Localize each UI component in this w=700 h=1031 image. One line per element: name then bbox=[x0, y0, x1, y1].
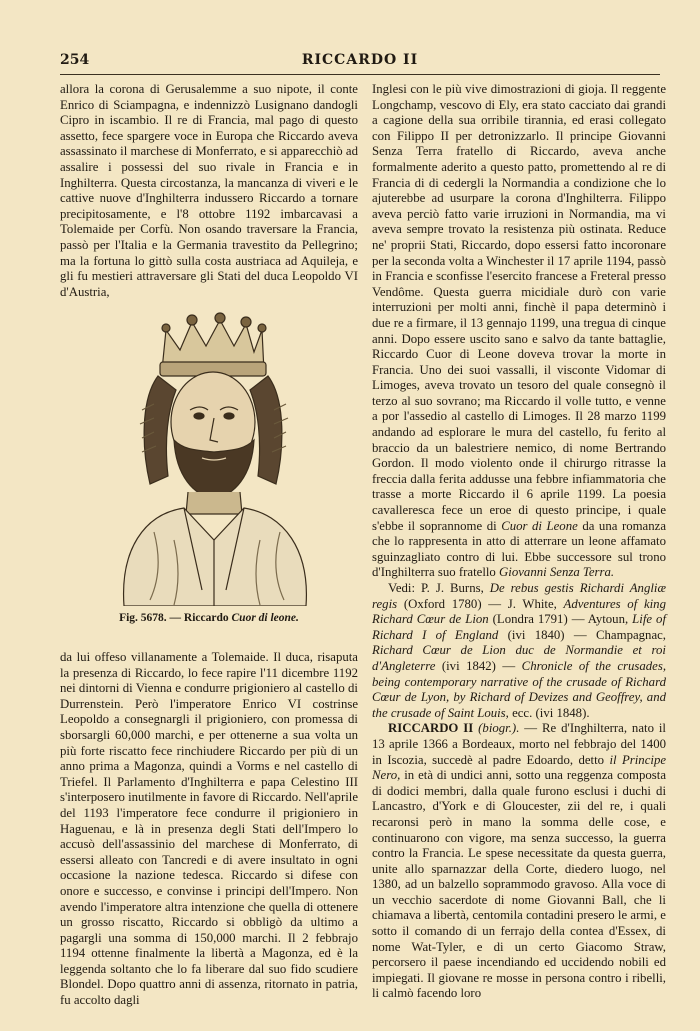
caption-name: Cuor di leone. bbox=[231, 612, 299, 624]
entry-head: RICCARDO II bbox=[388, 721, 474, 736]
successor-name: Giovanni Senza Terra. bbox=[499, 565, 615, 580]
ref-title: Chronicle of the crusades, being contemporary narrative of the crusade of Richard Cœur de Lyon, by Richard of Devizes and Geoffrey, and the crusade of Saint Louis, bbox=[372, 658, 667, 720]
ref-text: Vedi: P. J. Burns, bbox=[388, 581, 484, 595]
ref-title: Adventures of king Richard Cœur de Lion bbox=[372, 596, 666, 627]
entry-text: — Re d'Inghilterra, nato il 13 aprile 1366 a Bordeaux, morto nel febbrajo del 1400 in Iscozia, succedè al padre Edoardo, detto bbox=[372, 721, 666, 767]
references bbox=[372, 581, 666, 721]
entry-text-cont: in età di undici anni, sotto una reggenza composta di dodici membri, dalla quale furono esclusi i duchi di Lancastro, d'York e di Gloucester, zii del re, i quali recaronsi però in mano la somma delle cose, e continuarono con vigore, ma senza successo, la guerra contro la Francia. Le spese necessitate da questa guerra, unite allo sparnazzar della Corte, diedero luogo, nel 1380, ad un balzello soprammodo gravoso. Alla voce di un vecchio sacerdote di nome Giovanni Ball, che li chiamava a libertà, centomila contadini presero le armi, e sotto il comando di un ferrajo della contea d'Essex, di nome Wat-Tyler, e di un certo Giacomo Straw, percorsero il paese incendiando ed uccidendo nobili ed impiegati. Il giovane re mosse in persona contro i ribelli, li calmò facendo loro bbox=[372, 768, 666, 1001]
ref-title: Richard Cœur de Lion duc de Normandie et roi d'Angleterre bbox=[372, 643, 666, 673]
left-column-top bbox=[60, 82, 358, 300]
page-header bbox=[60, 52, 660, 74]
ref-title: Life of Richard I of England bbox=[372, 612, 667, 642]
entry-riccardo-ii bbox=[372, 721, 666, 1002]
ref-text: ecc. (ivi 1848). bbox=[512, 705, 590, 720]
para-text-cont: da una romanza che lo rappresenta in atto di atterrare un leone affamato sguinzagliato contro di lui. Ebbe successore sul trono d'Inghilterra suo fratello bbox=[372, 518, 666, 580]
running-title: RICCARDO II bbox=[301, 52, 419, 68]
ref-text: (Oxford 1780) — J. White, bbox=[403, 596, 557, 611]
figure-caption bbox=[60, 612, 358, 624]
page-number: 254 bbox=[60, 52, 90, 68]
paragraph-captivity: da lui offeso villanamente a Tolemaide. Il duca, risaputa la presenza di Riccardo, lo fece rapire l'11 dicembre 1192 nei dintorni di Vienna e condurre prigioniero al castello di Durrenstein. Però l'imperatore Enrico VI costrinse Leopoldo a consegnargli il prigioniero, con promessa di sborsargli 60,000 marchi, e per ottenerne a sua volta un più forte riscatto fece rinchiudere Riccardo per più di un anno prima a Magonza, quindi a Vorms e nel castello di Triefel. Il Parlamento d'Inghilterra e papa Celestino III s'interposero inutilmente in favore di Riccardo. Nell'aprile del 1193 l'imperatore fece condurre il prigioniero in Haguenau, e là in presenza degli Stati dell'Impero lo accusò dell'assassinio del marchese di Monferrato, di essersi alleato con Tancredi e di avere insultato in ogni occasione la nazione tedesca. Riccardo si difese con onore e successo, e convinse i principi dell'Impero. Non avendo l'imperatore altra intenzione che quella di ottenere un grosso riscatto, Riccardo si obbligò da ultimo a pagargli una somma di 150,000 marchi. Il 2 febbrajo 1194 ottenne finalmente la libertà a Magonza, ed è la leggenda soltanto che lo fa liberare dal suo fido scudiere Blondel. Dopo quattro anni di assenza, ritornato in patria, fu accolto dagli bbox=[60, 650, 358, 1008]
right-column bbox=[372, 82, 666, 1002]
ref-text: (ivi 1842) — bbox=[441, 658, 516, 673]
caption-label: Fig. 5678. — Riccardo bbox=[119, 612, 229, 624]
header-rule bbox=[60, 74, 660, 75]
epithet: Cuor di Leone bbox=[501, 518, 578, 533]
ref-text: (Londra 1791) — Aytoun, bbox=[492, 612, 629, 627]
paragraph-crusade-return: allora la corona di Gerusalemme a suo nipote, il conte Enrico di Sciampagna, e indennizzò Lusignano dandogli Cipro in iscambio. Il re di Francia, mal pago di questo assetto, fece spargere voce in Europa che Riccardo aveva assassinato il marchese di Monferrato, e si apparecchiò ad assalire i possessi del suo rivale in Francia e in Inghilterra. Questa circostanza, la mancanza di viveri e le cattive nuove d'Inghilterra indussero Riccardo a tornare precipitosamente, e l'8 ottobre 1192 imbarcavasi a Tolemaide per Corfù. Non osando traversare la Francia, passò per l'Italia e la Germania travestito da Pellegrino; ma la fortuna lo gittò sulla costa austriaca ad Aquileja, e gli fu mestieri attraversare gli Stati del duca Leopoldo VI d'Austria, bbox=[60, 82, 358, 299]
para-text: Inglesi con le più vive dimostrazioni di gioja. Il reggente Longchamp, vescovo di Ely, era stato cacciato dai grandi a cagione della sua orribile tirannia, ed erasi collegato con Filippo II per detronizzarlo. Il principe Giovanni Senza Terra fratello di Riccardo, aveva anche formalmente aderito a questo patto, promettendo al re di Francia di di cedergli la Normandia a condizione che lo ajuterebbe ad usurpare la corona d'Inghilterra. Filippo aveva perciò fatto varie irruzioni in Normandia, ma vi aveva sempre trovato la resistenza più ostinata. Reduce ne' proprii Stati, Riccardo, dopo essersi fatto incoronare per la seconda volta a Winchester il 17 aprile 1194, passò in Francia e sconfisse l'esercito francese a Freteral presso Vendôme. Questa guerra micidiale durò con varie interruzioni per molti anni, finchè il papa determinò i due re a firmare, il 13 gennajo 1199, una tregua di cinque anni. Dopo essere uscito sano e salvo da tante battaglie, Riccardo Cuor di Leone doveva trovar la morte in Francia. Uno dei suoi vassalli, il visconte Vidomar di Limoges, aveva trovato un tesoro del quale consegnò il terzo al suo sovrano; ma Riccardo il volle tutto, e venne a por l'assedio al castello di Limoges. Il 28 marzo 1199 andando ad esplorare le mura del castello, fu ferito al braccio da un balestriere nemico, di nome Bertrando Gordon. Il modo violento onde il chirurgo ritrasse la freccia dalla ferita addusse una febbre infiammatoria che trasse a morte Riccardo il 6 aprile 1199. La poesia cavalleresca fece un eroe di questo principe, i quale s'ebbe il soprannome di bbox=[372, 82, 666, 533]
ref-title: De rebus gestis Richardi Angliæ regis bbox=[372, 581, 666, 611]
entry-tag: (biogr.). bbox=[478, 721, 520, 736]
left-column-bottom bbox=[60, 650, 358, 1009]
entry-epithet: il Principe Nero, bbox=[372, 752, 667, 783]
ref-text: (ivi 1840) — Champagnac, bbox=[507, 627, 667, 642]
paragraph-return-and-death bbox=[372, 82, 666, 581]
portrait-engraving bbox=[84, 300, 330, 606]
